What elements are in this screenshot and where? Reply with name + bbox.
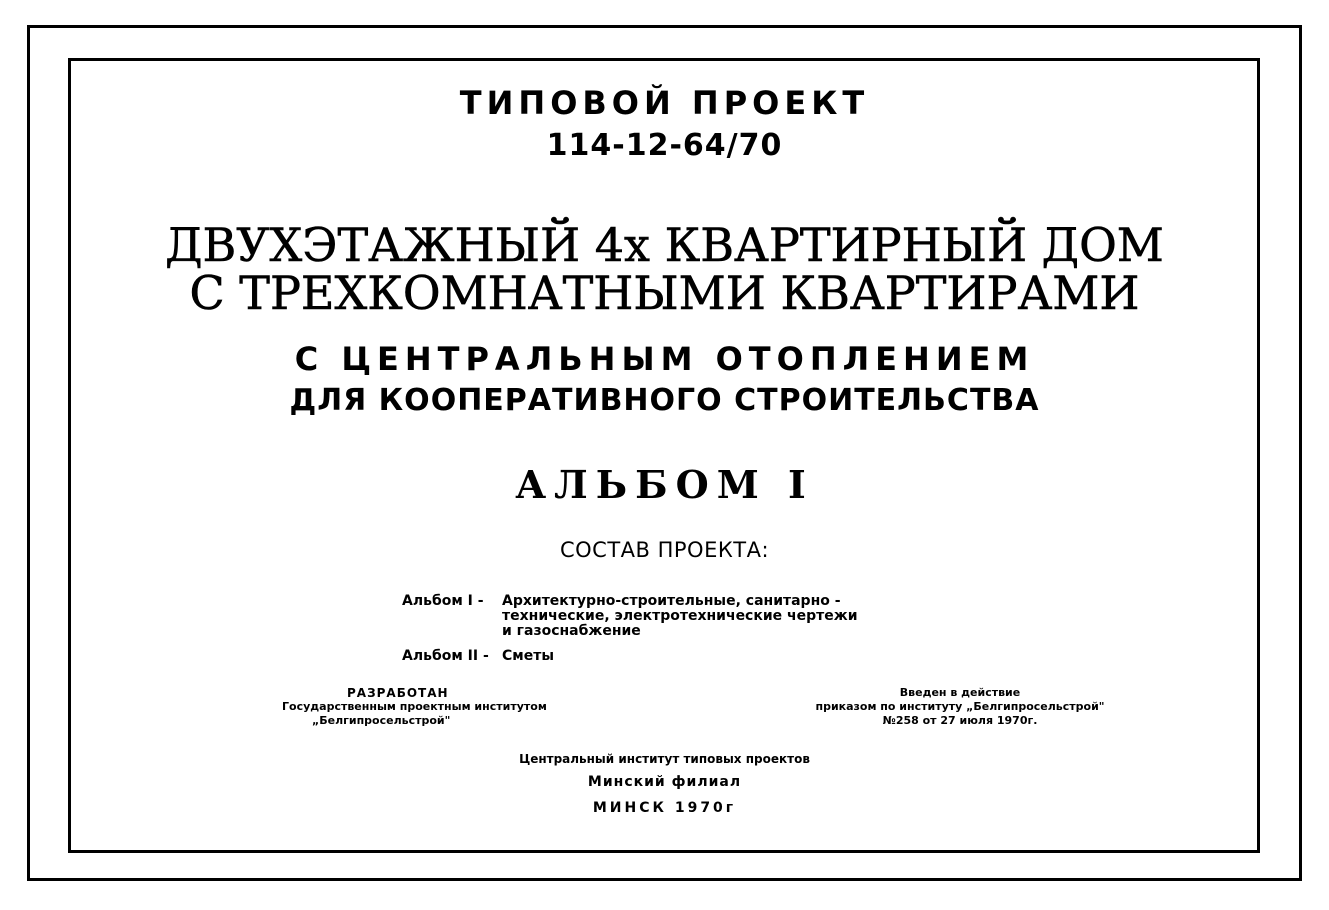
composition-item-name: Альбом II - — [402, 648, 489, 664]
developer-title: РАЗРАБОТАН — [347, 686, 449, 700]
city-year: МИНСК 1970г — [592, 800, 737, 816]
institute-name: Центральный институт типовых проектов — [519, 752, 810, 766]
introduction-line-1: Введен в действие — [899, 686, 1021, 699]
composition-heading: СОСТАВ ПРОЕКТА: — [559, 538, 770, 562]
project-number: 114-12-64/70 — [546, 128, 783, 163]
composition-item-desc: Сметы — [502, 648, 554, 664]
composition-item-desc: Архитектурно-строительные, санитарно - технические, электротехнические чертежи и газоснабжение — [502, 593, 858, 639]
title-line-1: ДВУХЭТАЖНЫЙ 4х КВАРТИРНЫЙ ДОМ — [165, 218, 1164, 272]
introduction-block — [790, 686, 1130, 728]
inner-frame — [68, 58, 1260, 853]
composition-item — [402, 594, 858, 639]
album-title: АЛЬБОМ I — [515, 462, 814, 507]
title-line-2: С ТРЕХКОМНАТНЫМИ КВАРТИРАМИ — [189, 266, 1140, 320]
project-series: ТИПОВОЙ ПРОЕКТ — [459, 84, 870, 122]
composition-item — [402, 649, 858, 664]
subtitle-line-2: ДЛЯ КООПЕРАТИВНОГО СТРОИТЕЛЬСТВА — [289, 383, 1040, 418]
subtitle-line-1: С ЦЕНТРАЛЬНЫМ ОТОПЛЕНИЕМ — [294, 340, 1035, 378]
developer-block — [272, 686, 562, 728]
composition-list — [402, 594, 858, 664]
developer-name: „Белгипросельстрой" — [312, 714, 451, 727]
composition-item-name: Альбом I - — [402, 593, 484, 609]
introduction-line-3: №258 от 27 июля 1970г. — [882, 714, 1038, 727]
developer-org: Государственным проектным институтом — [282, 700, 547, 713]
introduction-line-2: приказом по институту „Белгипросельстрой" — [815, 700, 1105, 713]
branch-name: Минский филиал — [587, 774, 742, 790]
